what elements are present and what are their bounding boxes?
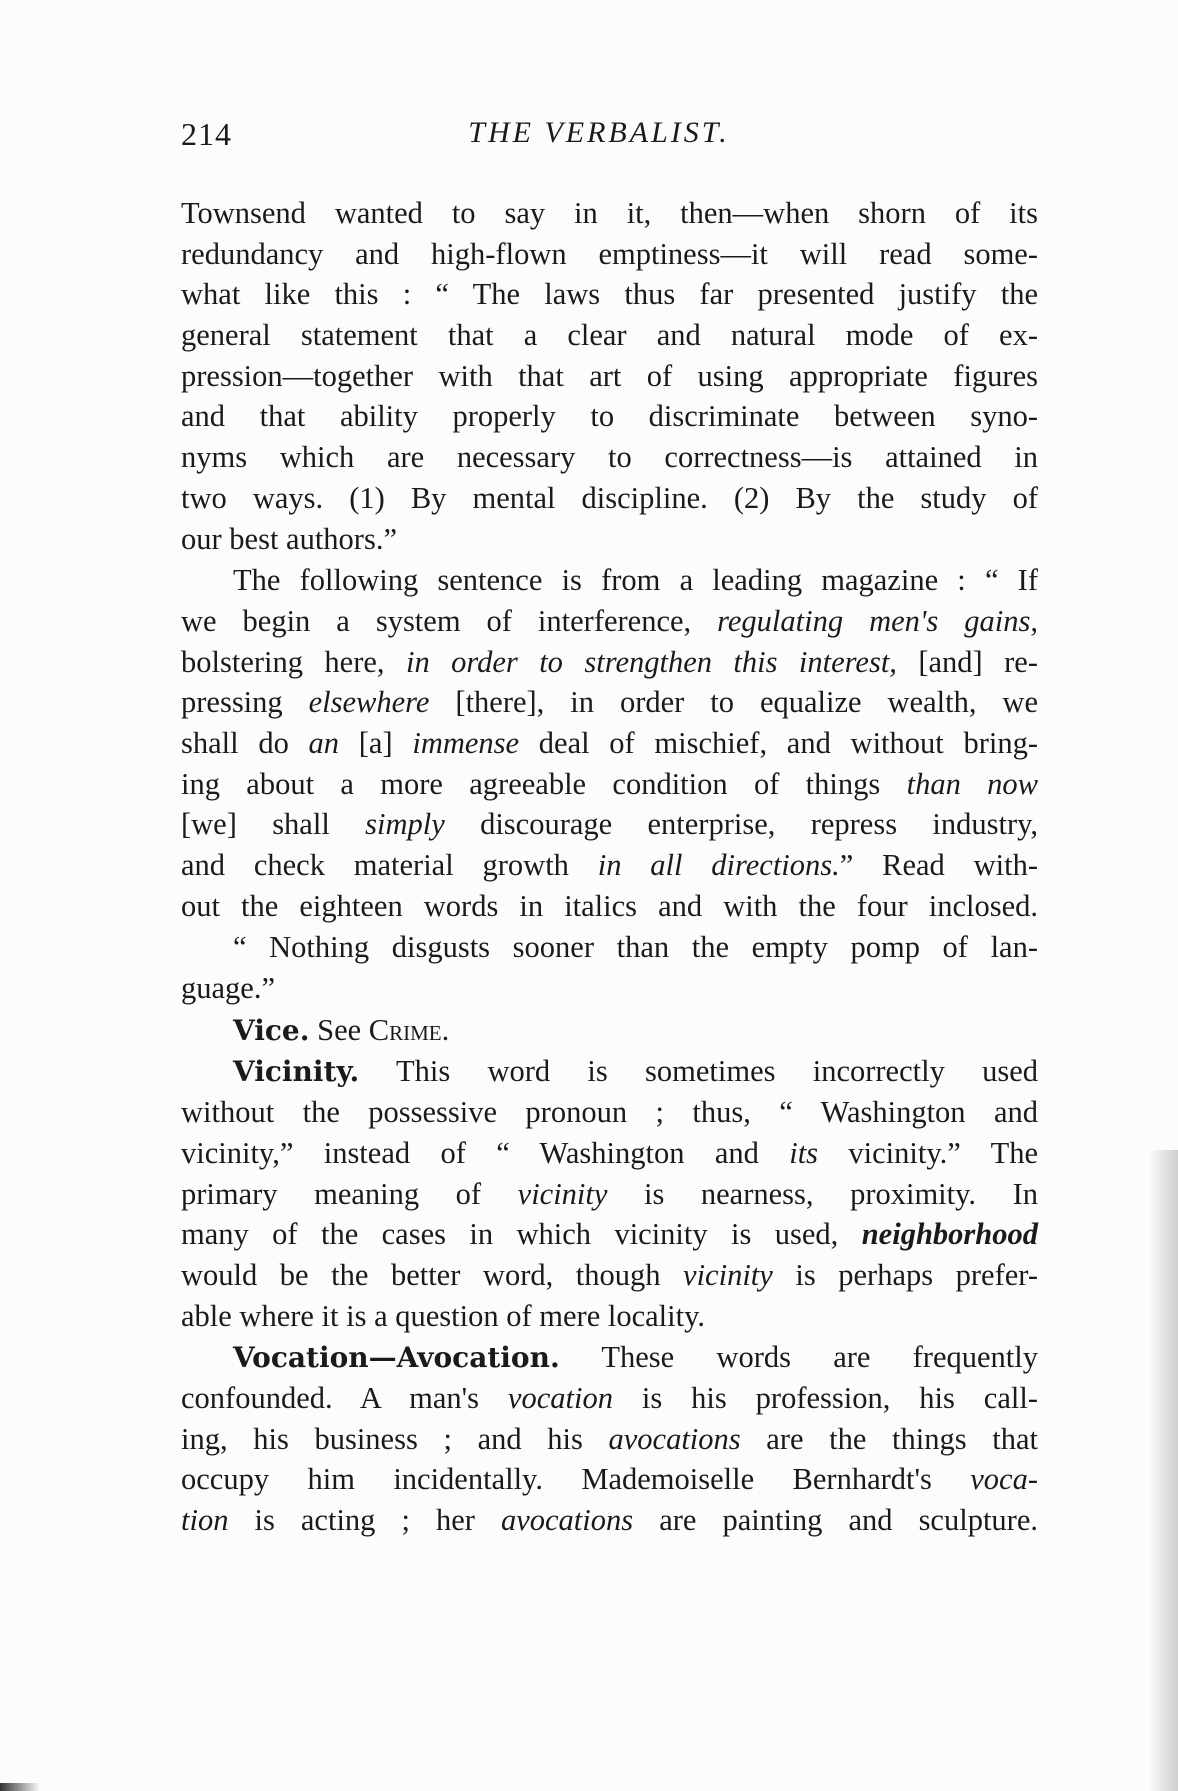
entry-headword: Vocation—Avocation.: [233, 1341, 560, 1375]
text-line: [181, 396, 1038, 437]
text-segment: are painting and sculpture.: [633, 1503, 1038, 1537]
body-text: [181, 193, 1038, 1541]
emphasis-text: than now: [906, 766, 1038, 801]
entry-headword: Vicinity.: [233, 1055, 360, 1089]
text-segment: ing, his business ; and his: [181, 1421, 609, 1456]
emphasis-text: Crime.: [368, 1012, 450, 1047]
text-line: [181, 1296, 1038, 1337]
text-segment: [a]: [339, 725, 413, 760]
text-segment: vicinity,” instead of “ Washington and: [181, 1135, 790, 1170]
text-line: [181, 274, 1038, 315]
text-segment: would be the better word, though: [181, 1257, 684, 1292]
text-segment: without the possessive pronoun ; thus, “ Washington and: [181, 1095, 1038, 1130]
text-line: [181, 478, 1038, 519]
text-segment: [we] shall: [181, 807, 366, 842]
text-line: [181, 682, 1038, 723]
text-segment: is his profession, his call-: [612, 1380, 1038, 1415]
text-segment: our best authors.”: [181, 521, 397, 556]
text-line: [181, 1214, 1038, 1255]
text-line: [181, 356, 1038, 397]
emphasis-text: voca-: [970, 1462, 1038, 1497]
text-segment: shall do: [181, 725, 309, 760]
emphasis-text: vicinity: [683, 1257, 773, 1292]
text-line: [181, 437, 1038, 478]
text-segment: See: [309, 1012, 369, 1047]
text-line: [181, 1010, 1038, 1051]
text-segment: is acting ; her: [228, 1503, 501, 1537]
entry-headword: Vice.: [233, 1013, 310, 1047]
text-line: [181, 1051, 1038, 1092]
emphasis-text: vocation: [507, 1380, 613, 1415]
text-segment: pressing: [181, 685, 309, 720]
text-segment: pression—together with that art of using appropriate figures: [181, 358, 1038, 393]
text-segment: The following sentence is from a leading magazine : “ If: [233, 563, 1038, 598]
emphasis-text: vicinity: [517, 1176, 608, 1211]
text-line: [181, 764, 1038, 805]
emphasis-text: avocations: [608, 1421, 741, 1456]
text-line: [181, 642, 1038, 683]
text-segment: what like this : “ The laws thus far presented justify the: [181, 277, 1038, 312]
text-segment: and that ability properly to discriminate between syno-: [181, 399, 1038, 434]
text-segment: many of the cases in which vicinity is used,: [181, 1217, 862, 1252]
text-segment: ” Read with-: [839, 848, 1038, 882]
emphasis-text: neighborhood: [861, 1217, 1038, 1252]
text-segment: This word is sometimes incorrectly used: [359, 1054, 1038, 1089]
text-segment: nyms which are necessary to correctness—is attained in: [181, 440, 1038, 475]
text-line: [181, 519, 1038, 560]
text-line: [181, 927, 1038, 968]
text-line: [181, 1459, 1038, 1500]
emphasis-text: avocations: [500, 1503, 634, 1537]
text-segment: vicinity.” The: [818, 1135, 1038, 1170]
text-line: [181, 315, 1038, 356]
emphasis-text: tion: [181, 1503, 229, 1537]
text-line: [181, 560, 1038, 601]
text-segment: two ways. (1) By mental discipline. (2) By the study of: [181, 480, 1038, 515]
emphasis-text: an: [308, 725, 340, 760]
text-segment: These words are frequently: [559, 1340, 1038, 1375]
text-segment: able where it is a question of mere locality.: [181, 1298, 705, 1333]
text-line: [181, 1419, 1038, 1460]
text-segment: ing about a more agreeable condition of things: [181, 766, 907, 801]
text-line: [181, 234, 1038, 275]
text-line: [181, 804, 1038, 845]
text-segment: “ Nothing disgusts sooner than the empty pomp of lan-: [233, 930, 1038, 965]
text-line: [181, 886, 1038, 927]
scan-corner-mark: [0, 1783, 40, 1791]
text-line: [181, 1337, 1038, 1378]
text-segment: is nearness, proximity. In: [607, 1176, 1038, 1211]
text-line: [181, 1255, 1038, 1296]
page-edge-shadow: [1148, 1150, 1178, 1791]
emphasis-text: in all directions.: [597, 848, 840, 882]
text-line: [181, 601, 1038, 642]
text-line: [181, 968, 1038, 1009]
text-line: [181, 1174, 1038, 1215]
text-line: [181, 1092, 1038, 1133]
text-line: [181, 845, 1038, 886]
emphasis-text: its: [789, 1135, 819, 1170]
text-segment: discourage enterprise, repress industry,: [444, 807, 1039, 842]
emphasis-text: simply: [365, 807, 445, 842]
emphasis-text: elsewhere: [308, 685, 430, 720]
text-segment: [there], in order to equalize wealth, we: [429, 685, 1038, 720]
text-line: [181, 193, 1038, 234]
text-segment: are the things that: [740, 1421, 1039, 1456]
text-segment: guage.”: [181, 971, 275, 1006]
text-segment: we begin a system of interference,: [181, 603, 718, 638]
text-segment: confounded. A man's: [181, 1380, 508, 1415]
text-segment: is perhaps prefer-: [772, 1257, 1038, 1292]
text-segment: general statement that a clear and natural mode of ex-: [181, 318, 1038, 353]
text-line: [181, 1133, 1038, 1174]
text-segment: Townsend wanted to say in it, then—when shorn of its: [181, 196, 1038, 230]
emphasis-text: regulating men's gains,: [717, 603, 1038, 638]
text-line: [181, 723, 1038, 764]
running-title: THE VERBALIST.: [468, 116, 730, 149]
text-segment: redundancy and high-flown emptiness—it will read some-: [181, 236, 1038, 271]
text-segment: bolstering here,: [181, 644, 406, 679]
emphasis-text: in order to strengthen this interest,: [405, 644, 897, 679]
text-line: [181, 1500, 1038, 1541]
emphasis-text: immense: [412, 725, 520, 760]
text-line: [181, 1378, 1038, 1419]
page-number: 214: [181, 116, 232, 152]
text-segment: out the eighteen words in italics and with the four inclosed.: [181, 888, 1038, 923]
text-segment: and check material growth: [181, 848, 598, 882]
text-segment: occupy him incidentally. Mademoiselle Bernhardt's: [181, 1462, 971, 1497]
text-segment: deal of mischief, and without bring-: [519, 725, 1038, 760]
text-segment: primary meaning of: [181, 1176, 518, 1211]
text-segment: [and] re-: [896, 644, 1038, 679]
